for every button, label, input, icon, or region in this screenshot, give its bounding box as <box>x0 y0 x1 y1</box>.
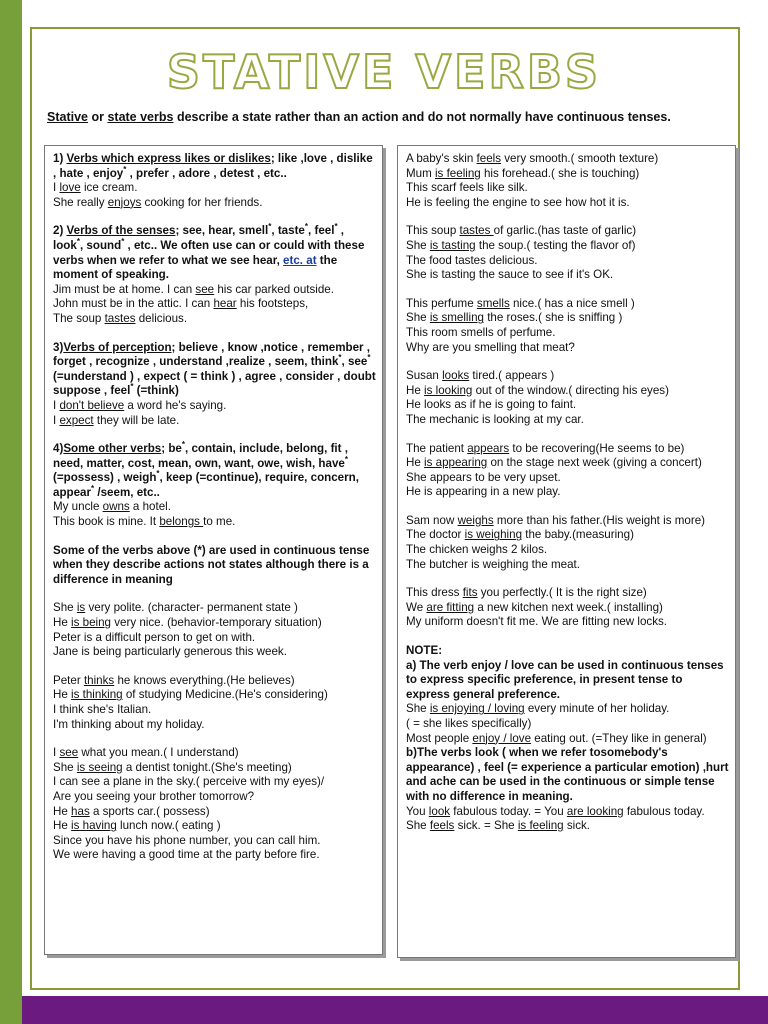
example-line: Are you seeing your brother tomorrow? <box>53 789 255 803</box>
example-line: My uniform doesn't fit me. We are fitting new locks. <box>406 615 668 629</box>
example-line: He looks as if he is going to faint. <box>406 398 577 412</box>
example-line: Sam now weighs more than his father.(His weight is more) <box>406 513 705 527</box>
example-line: The soup tastes delicious. <box>53 311 188 325</box>
example-line: He has a sports car.( possess) <box>53 804 210 818</box>
example-line: The mechanic is looking at my car. <box>406 412 584 426</box>
example-line: This room smells of perfume. <box>406 325 556 339</box>
right-column <box>397 145 736 958</box>
section-perception-heading: 3)Verbs of perception; believe , know ,notice , remember , forget , recognize , understand ,realize , seem, think*, see* (=understand ) , expect ( = think ) , agree , consider , doubt suppose , feel* (=think) <box>53 340 376 398</box>
intro-text: or <box>88 110 108 124</box>
intro-term-state-verbs: state verbs <box>107 110 174 124</box>
example-line: He is feeling the engine to see how hot it is. <box>406 195 630 209</box>
example-line: My uncle owns a hotel. <box>53 500 171 514</box>
example-line: This soup tastes of garlic.(has taste of garlic) <box>406 224 637 238</box>
left-column <box>44 145 383 955</box>
example-line: Peter thinks he knows everything.(He believes) <box>53 673 295 687</box>
example-line: She is smelling the roses.( she is sniffing ) <box>406 311 623 325</box>
example-line: The patient appears to be recovering(He seems to be) <box>406 441 685 455</box>
example-line: She feels sick. = She is feeling sick. <box>406 819 591 833</box>
example-line: ( = she likes specifically) <box>406 717 532 730</box>
example-line: She is very polite. (character- permanent state ) <box>53 601 298 615</box>
example-line: I'm thinking about my holiday. <box>53 717 205 731</box>
intro-text: describe a state rather than an action and do not normally have continuous tenses. <box>173 110 671 124</box>
example-line: John must be in the attic. I can hear his footsteps, <box>53 297 309 311</box>
example-line: A baby's skin feels very smooth.( smooth texture) <box>406 152 659 165</box>
example-line: I see what you mean.( I understand) <box>53 746 239 760</box>
section-senses-heading: 2) Verbs of the senses; see, hear, smell*, taste*, feel* , look*, sound* , etc.. We often use can or could with these verbs when we refer to what we see hear, etc. at the moment of speaking. <box>53 222 365 282</box>
section-other-verbs-heading: 4)Some other verbs; be*, contain, include, belong, fit , need, matter, cost, mean, own, want, owe, wish, have* (=possess) , weigh*, keep (=continue), require, concern, appear* /seem, etc.. <box>53 440 359 499</box>
example-line: Peter is a difficult person to get on with. <box>53 630 256 644</box>
example-line: Susan looks tired.( appears ) <box>406 369 555 383</box>
example-line: This dress fits you perfectly.( It is the right size) <box>406 586 647 600</box>
note-b: b)The verbs look ( when we refer tosomebody's appearance) , feel (= experience a particular emotion) ,hurt and ache can be used in the continuous or simple tense with no difference in meaning. <box>406 746 729 803</box>
example-line: He is being very nice. (behavior-temporary situation) <box>53 616 322 630</box>
page-title: STATIVE VERBS <box>166 45 602 99</box>
example-line: He is having lunch now.( eating ) <box>53 819 221 833</box>
example-line: I can see a plane in the sky.( perceive with my eyes)/ <box>53 775 325 789</box>
example-line: She appears to be very upset. <box>406 470 561 484</box>
example-line: Mum is feeling his forehead.( she is touching) <box>406 166 640 180</box>
example-line: She is enjoying / loving every minute of her holiday. <box>406 702 670 716</box>
etc-at-link[interactable]: etc. at <box>283 253 317 267</box>
example-line: He is looking out of the window.( directing his eyes) <box>406 383 669 397</box>
example-line: He is thinking of studying Medicine.(He's considering) <box>53 688 328 702</box>
example-line: I don't believe a word he's saying. <box>53 398 227 412</box>
example-line: You look fabulous today. = You are looking fabulous today. <box>406 804 705 818</box>
example-line: She is tasting the soup.( testing the flavor of) <box>406 238 636 252</box>
example-line: I love ice cream. <box>53 181 138 195</box>
intro-paragraph <box>47 110 727 125</box>
example-line: The chicken weighs 2 kilos. <box>406 543 548 557</box>
example-line: Since you have his phone number, you can call him. <box>53 833 321 847</box>
example-line: This book is mine. It belongs to me. <box>53 515 236 529</box>
example-line: This scarf feels like silk. <box>406 181 528 195</box>
example-line: Most people enjoy / love eating out. (=They like in general) <box>406 731 707 745</box>
example-line: The doctor is weighing the baby.(measuring) <box>406 528 634 542</box>
example-line: We are fitting a new kitchen next week.( installing) <box>406 600 663 614</box>
bottom-accent-bar <box>22 996 768 1024</box>
example-line: Why are you smelling that meat? <box>406 340 575 354</box>
example-line: We were having a good time at the party before fire. <box>53 848 320 862</box>
example-line: Jane is being particularly generous this week. <box>53 645 287 659</box>
section-likes-heading: 1) Verbs which express likes or dislikes; like ,love , dislike , hate , enjoy* , prefer , adore , detest , etc.. <box>53 152 373 180</box>
example-line: She really enjoys cooking for her friends. <box>53 195 263 209</box>
example-line: He is appearing on the stage next week (giving a concert) <box>406 456 702 470</box>
example-line: He is appearing in a new play. <box>406 485 561 499</box>
example-line: She is seeing a dentist tonight.(She's meeting) <box>53 760 292 774</box>
intro-term-stative: Stative <box>47 110 88 124</box>
example-line: The food tastes delicious. <box>406 253 538 267</box>
left-accent-bar <box>0 0 22 1024</box>
example-line: I think she's Italian. <box>53 703 152 716</box>
example-line: This perfume smells nice.( has a nice smell ) <box>406 296 635 310</box>
example-line: She is tasting the sauce to see if it's OK. <box>406 268 614 282</box>
example-line: The butcher is weighing the meat. <box>406 557 581 571</box>
example-line: I expect they will be late. <box>53 413 180 427</box>
continuous-note: Some of the verbs above (*) are used in continuous tense when they describe actions not states although there is a difference in meaning <box>53 543 370 586</box>
note-title: NOTE: <box>406 644 443 658</box>
example-line: Jim must be at home. I can see his car parked outside. <box>53 282 334 296</box>
note-a: a) The verb enjoy / love can be used in continuous tenses to express specific preference, in present tense to express general preference. <box>406 658 724 701</box>
